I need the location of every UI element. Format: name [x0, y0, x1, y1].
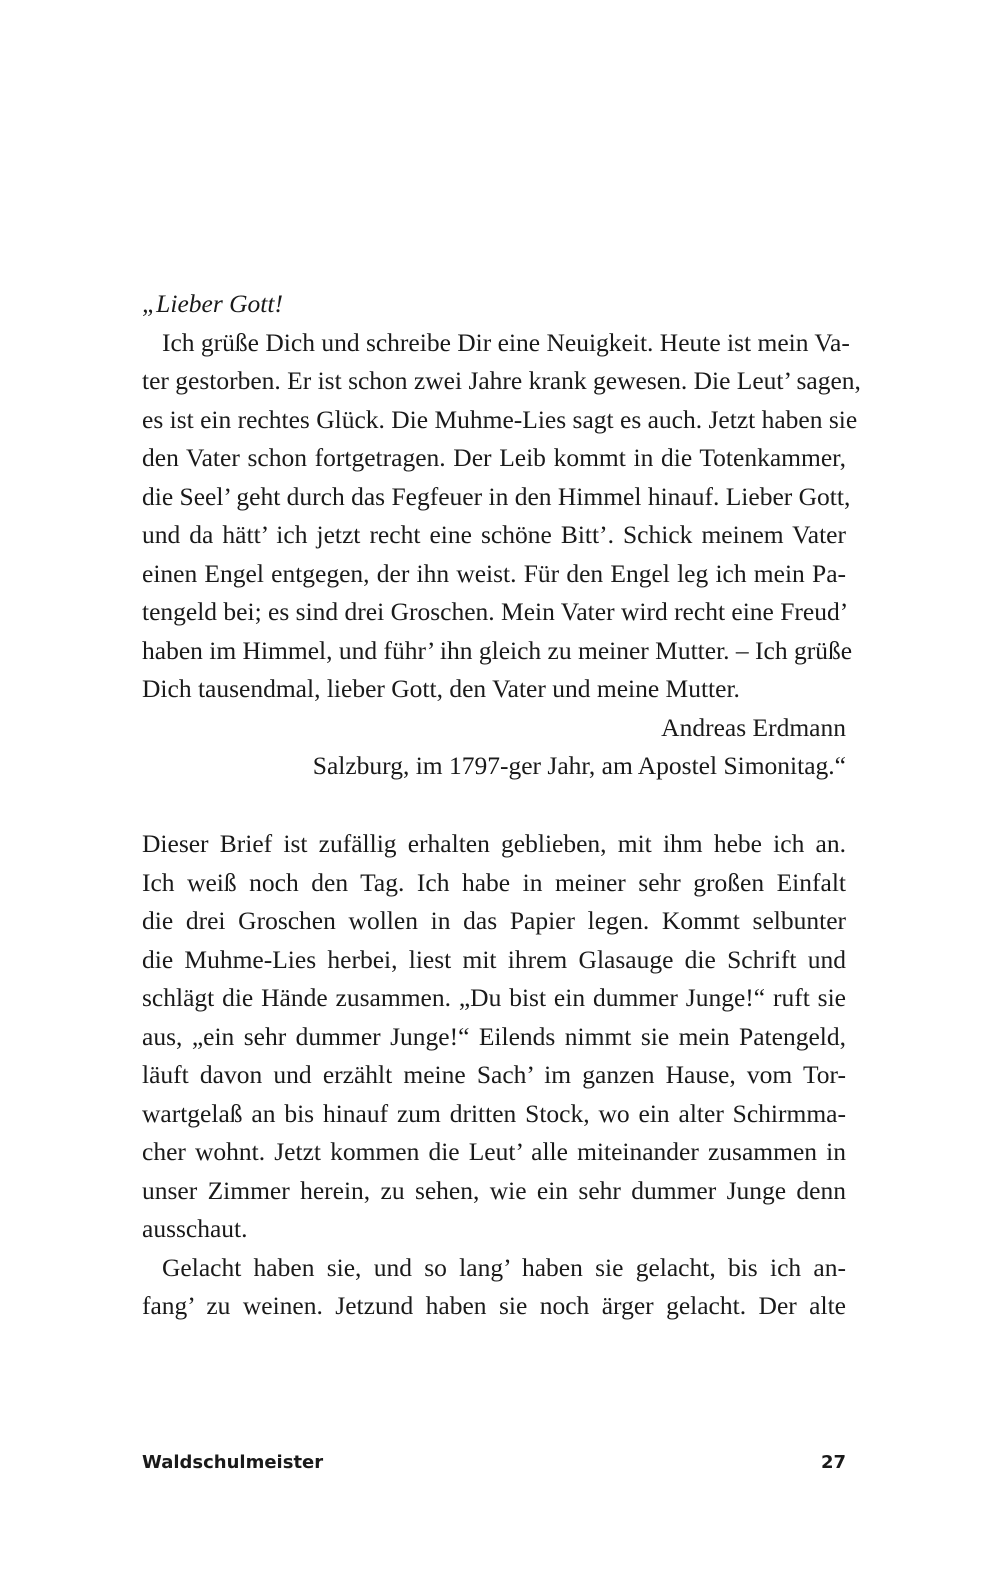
- letter-salutation: „Lieber Gott!: [142, 289, 283, 318]
- book-title: Waldschulmeister: [142, 1452, 324, 1473]
- paragraph-line: Dieser Brief ist zufällig erhalten geblieben, mit ihm hebe ich an.: [142, 829, 846, 858]
- letter-line: Dich tausendmal, lieber Gott, den Vater und meine Mutter.: [142, 674, 740, 703]
- letter-line: den Vater schon fortgetragen. Der Leib kommt in die Totenkammer,: [142, 443, 846, 472]
- paragraph-line: läuft davon und erzählt meine Sach’ im ganzen Hause, vom Tor-: [142, 1060, 846, 1089]
- paragraph-line: Gelacht haben sie, und so lang’ haben sie gelacht, bis ich an-: [162, 1253, 846, 1282]
- letter-line: Ich grüße Dich und schreibe Dir eine Neuigkeit. Heute ist mein Va-: [162, 328, 850, 357]
- letter-line: haben im Himmel, und führ’ ihn gleich zu meiner Mutter. – Ich grüße: [142, 636, 853, 665]
- letter-line: tengeld bei; es sind drei Groschen. Mein Vater wird recht eine Freud’: [142, 597, 849, 626]
- letter-line: einen Engel entgegen, der ihn weist. Für den Engel leg ich mein Pa-: [142, 559, 846, 588]
- paragraph-line: die Muhme-Lies herbei, liest mit ihrem Glasauge die Schrift und: [142, 945, 846, 974]
- paragraph-line: fang’ zu weinen. Jetzund haben sie noch ärger gelacht. Der alte: [142, 1291, 846, 1320]
- paragraph-line: ausschaut.: [142, 1214, 248, 1243]
- paragraph-line: unser Zimmer herein, zu sehen, wie ein sehr dummer Junge denn: [142, 1176, 846, 1205]
- letter-signature: Andreas Erdmann: [661, 713, 846, 742]
- paragraph-line: schlägt die Hände zusammen. „Du bist ein dummer Junge!“ ruft sie: [142, 983, 846, 1012]
- letter-line: ter gestorben. Er ist schon zwei Jahre krank gewesen. Die Leut’ sagen,: [142, 366, 861, 395]
- paragraph-line: cher wohnt. Jetzt kommen die Leut’ alle miteinander zusammen in: [142, 1137, 846, 1166]
- letter-line: die Seel’ geht durch das Fegfeuer in den Himmel hinauf. Lieber Gott,: [142, 482, 851, 511]
- paragraph-line: aus, „ein sehr dummer Junge!“ Eilends nimmt sie mein Patengeld,: [142, 1022, 846, 1051]
- paragraph-line: wartgelaß an bis hinauf zum dritten Stock, wo ein alter Schirmma-: [142, 1099, 846, 1128]
- letter-line: es ist ein rechtes Glück. Die Muhme-Lies sagt es auch. Jetzt haben sie: [142, 405, 858, 434]
- paragraph-line: die drei Groschen wollen in das Papier legen. Kommt selbunter: [142, 906, 846, 935]
- paragraph-line: Ich weiß noch den Tag. Ich habe in meiner sehr großen Einfalt: [142, 868, 846, 897]
- letter-place-date: Salzburg, im 1797-ger Jahr, am Apostel Simonitag.“: [312, 751, 846, 780]
- letter-line: und da hätt’ ich jetzt recht eine schöne Bitt’. Schick meinem Vater: [142, 520, 846, 549]
- page-number: 27: [820, 1452, 846, 1473]
